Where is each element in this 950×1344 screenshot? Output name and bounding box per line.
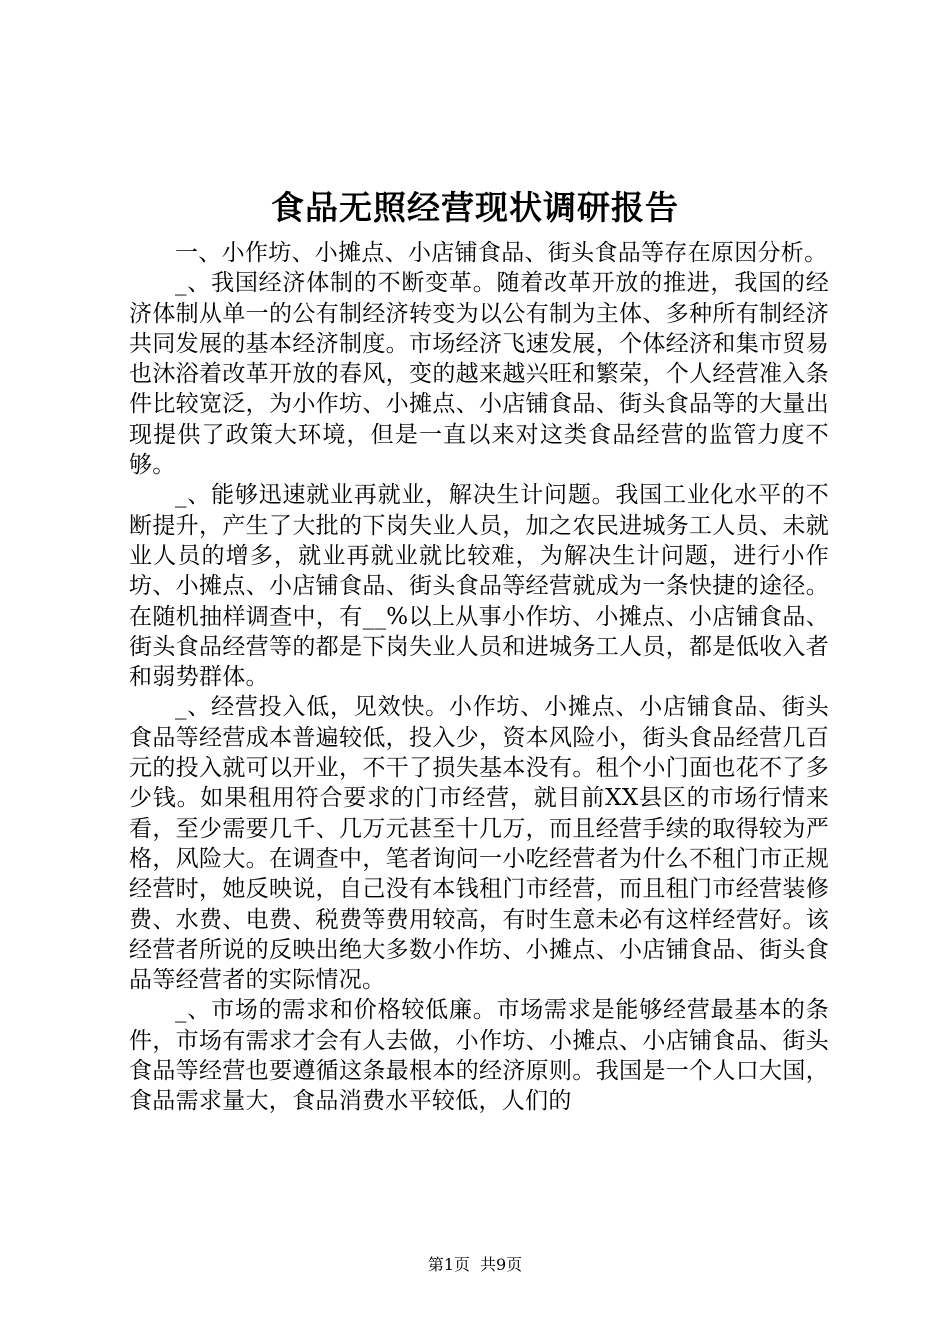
document-body [129, 238, 829, 1117]
page-footer [0, 1255, 950, 1275]
paragraph-section-heading: 一、小作坊、小摊点、小店铺食品、街头食品等存在原因分析。 [175, 240, 828, 266]
document-title: 食品无照经营现状调研报告 [271, 188, 679, 227]
paragraph-low-investment: _、经营投入低，见效快。小作坊、小摊点、小店铺食品、街头食品等经营成本普遍较低，投入少，资本风险小，街头食品经营几百元的投入就可以开业，不干了损失基本没有。租个小门面也花不了多少钱。如果租用符合要求的门市经营，就目前XX县区的市场行情来看，至少需要几千、几万元甚至十几万，而且经营手续的取得较为严格，风险大。在调查中，笔者询问一小吃经营者为什么不租门市正规经营时，她反映说，自己没有本钱租门市经营，而且租门市经营装修费、水费、电费、税费等费用较高，有时生意未必有这样经营好。该经营者所说的反映出绝大多数小作坊、小摊点、小店铺食品、街头食品等经营者的实际情况。 [129, 694, 829, 994]
paragraph-employment: _、能够迅速就业再就业，解决生计问题。我国工业化水平的不断提升，产生了大批的下岗失业人员，加之农民进城务工人员、未就业人员的增多，就业再就业就比较难，为解决生计问题，进行小作坊、小摊点、小店铺食品、街头食品等经营就成为一条快捷的途径。在随机抽样调查中，有__%以上从事小作坊、小摊点、小店铺食品、街头食品经营等的都是下岗失业人员和进城务工人员，都是低收入者和弱势群体。 [129, 482, 829, 691]
page-number: 第1页 [427, 1255, 470, 1274]
paragraph-economic-system: _、我国经济体制的不断变革。随着改革开放的推进，我国的经济体制从单一的公有制经济转变为以公有制为主体、多种所有制经济共同发展的基本经济制度。市场经济飞速发展，个体经济和集市贸易也沐浴着改革开放的春风，变的越来越兴旺和繁荣，个人经营准入条件比较宽泛，为小作坊、小摊点、小店铺食品、街头食品等的大量出现提供了政策大环境，但是一直以来对这类食品经营的监管力度不够。 [129, 270, 829, 479]
paragraph-market-demand: _、市场的需求和价格较低廉。市场需求是能够经营最基本的条件，市场有需求才会有人去做，小作坊、小摊点、小店铺食品、街头食品等经营也要遵循这条最根本的经济原则。我国是一个人口大国，食品需求量大，食品消费水平较低，人们的 [129, 997, 829, 1115]
page-total: 共9页 [480, 1255, 523, 1274]
